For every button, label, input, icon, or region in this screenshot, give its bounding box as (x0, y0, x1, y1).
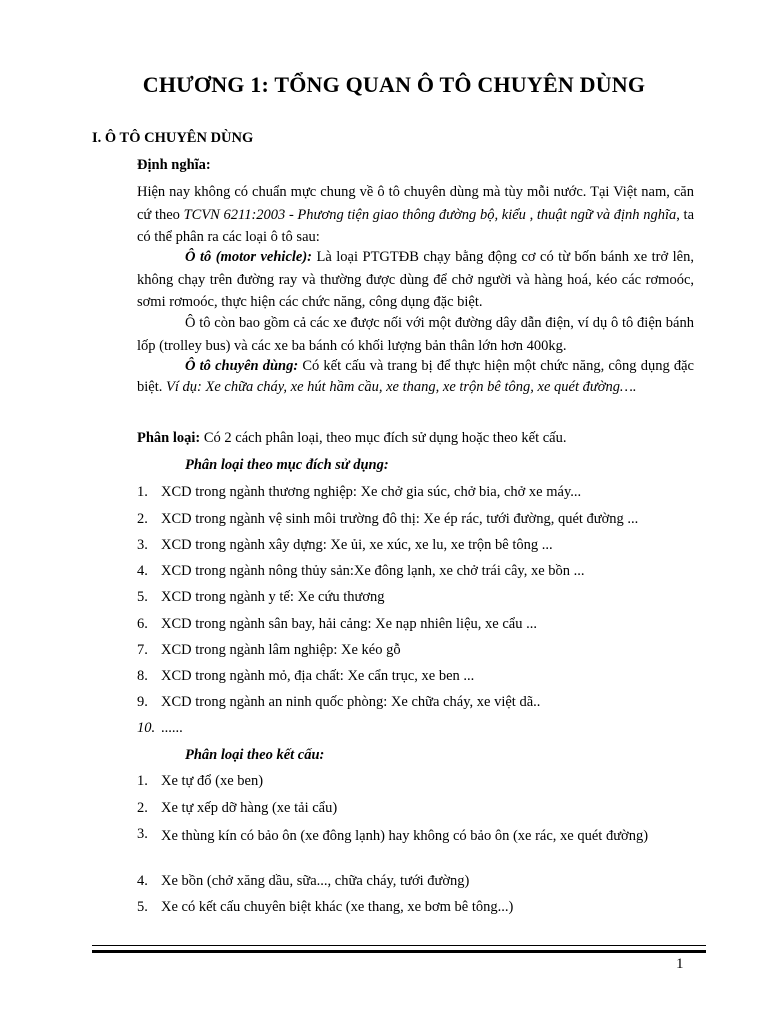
list-number: 8. (137, 668, 148, 684)
oto-term: Ô tô (motor vehicle): (185, 249, 313, 265)
list-number: 7. (137, 642, 148, 658)
list-item-text: XCD trong ngành vệ sinh môi trường đô thị: Xe ép rác, tưới đường, quét đường ... (161, 511, 639, 527)
list-item-text: Xe tự xếp dỡ hàng (xe tải cẩu) (161, 800, 338, 816)
list-item-text: Xe thùng kín có bảo ôn (xe đông lạnh) hay không có bảo ôn (xe rác, xe quét đường) (161, 828, 649, 844)
classification-text: Có 2 cách phân loại, theo mục đích sử dụng hoặc theo kết cấu. (200, 430, 567, 446)
chuyen-dung-example: Ví dụ: Xe chữa cháy, xe hút hầm cầu, xe thang, xe trộn bê tông, xe quét đường…. (166, 379, 637, 395)
list-item-text: XCD trong ngành nông thủy sản:Xe đông lạnh, xe chở trái cây, xe bồn ... (161, 563, 585, 579)
list-item-text: XCD trong ngành thương nghiệp: Xe chở gia súc, chở bia, chở xe máy... (161, 484, 582, 500)
list-item-text: XCD trong ngành y tế: Xe cứu thương (161, 589, 385, 605)
list-number: 10. (137, 720, 156, 736)
structure-heading: Phân loại theo kết cấu: (185, 747, 325, 763)
list-number: 5. (137, 899, 148, 915)
definition-chuyen-dung (137, 356, 694, 398)
intro-text-2: , ta có thể phân ra các loại ô tô sau: (137, 206, 695, 245)
standard-reference: TCVN 6211:2003 - Phương tiện giao thông đường bộ, kiểu , thuật ngữ và định nghĩa (183, 206, 677, 223)
purpose-heading: Phân loại theo mục đích sử dụng: (185, 457, 389, 473)
list-item-text: ...... (161, 720, 183, 736)
list-number: 1. (137, 484, 148, 500)
chuyen-dung-term: Ô tô chuyên dùng: (185, 358, 299, 374)
list-number: 3. (137, 537, 148, 553)
list-item-text: XCD trong ngành sân bay, hải cảng: Xe nạp nhiên liệu, xe cẩu ... (161, 616, 537, 632)
list-number: 5. (137, 589, 148, 605)
list-item-text: Xe tự đổ (xe ben) (161, 773, 264, 789)
list-number: 9. (137, 694, 148, 710)
definition-oto-extra (137, 312, 694, 357)
list-number: 2. (137, 800, 148, 816)
list-number: 4. (137, 873, 148, 889)
section-heading: I. Ô TÔ CHUYÊN DÙNG (92, 130, 254, 146)
list-number: 1. (137, 773, 148, 789)
list-item-text: XCD trong ngành xây dựng: Xe ủi, xe xúc, xe lu, xe trộn bê tông ... (161, 537, 553, 553)
list-number: 4. (137, 563, 148, 579)
definition-label: Định nghĩa: (137, 157, 211, 173)
intro-text-1: Hiện nay không có chuẩn mực chung về ô tô chuyên dùng mà tùy mỗi nước. Tại Việt nam, căn cứ theo (137, 184, 694, 223)
footer-rule-thick (92, 950, 706, 953)
list-item-text: XCD trong ngành lâm nghiệp: Xe kéo gỗ (161, 642, 401, 658)
oto-definition: Là loại PTGTĐB chạy bằng động cơ có từ bốn bánh xe trở lên, không chạy trên đường ray và thường được dùng để chở người và hàng hoá, kéo các rơmoóc, sơmi rơmoóc, thực hiện các chức năng, công dụng đặc biệt. (137, 249, 694, 310)
list-item-text: Xe có kết cấu chuyên biệt khác (xe thang, xe bơm bê tông...) (161, 899, 514, 915)
intro-paragraph (137, 181, 694, 249)
list-item-text: XCD trong ngành an ninh quốc phòng: Xe chữa cháy, xe việt dã.. (161, 694, 541, 710)
definition-oto (137, 246, 694, 314)
list-number: 3. (137, 826, 148, 842)
classification-paragraph (137, 430, 566, 447)
footer-rule-thin (92, 945, 706, 946)
list-number: 2. (137, 511, 148, 527)
oto-extra-text: Ô tô còn bao gồm cả các xe được nối với một đường dây dẫn điện, ví dụ ô tô điện bánh lốp (trolley bus) và các xe ba bánh có khối lượng bản thân lớn hơn 400kg. (137, 315, 694, 354)
list-item-text: Xe bồn (chở xăng dầu, sữa..., chữa cháy, tưới đường) (161, 873, 470, 889)
page-number: 1 (676, 956, 684, 972)
classification-label: Phân loại: (137, 430, 201, 446)
list-number: 6. (137, 616, 148, 632)
chapter-title: CHƯƠNG 1: TỔNG QUAN Ô TÔ CHUYÊN DÙNG (142, 72, 646, 97)
chuyen-dung-definition: Có kết cấu và trang bị để thực hiện một chức năng, công dụng đặc biệt. (137, 358, 694, 395)
list-item-text: XCD trong ngành mỏ, địa chất: Xe cẩn trục, xe ben ... (161, 668, 475, 684)
